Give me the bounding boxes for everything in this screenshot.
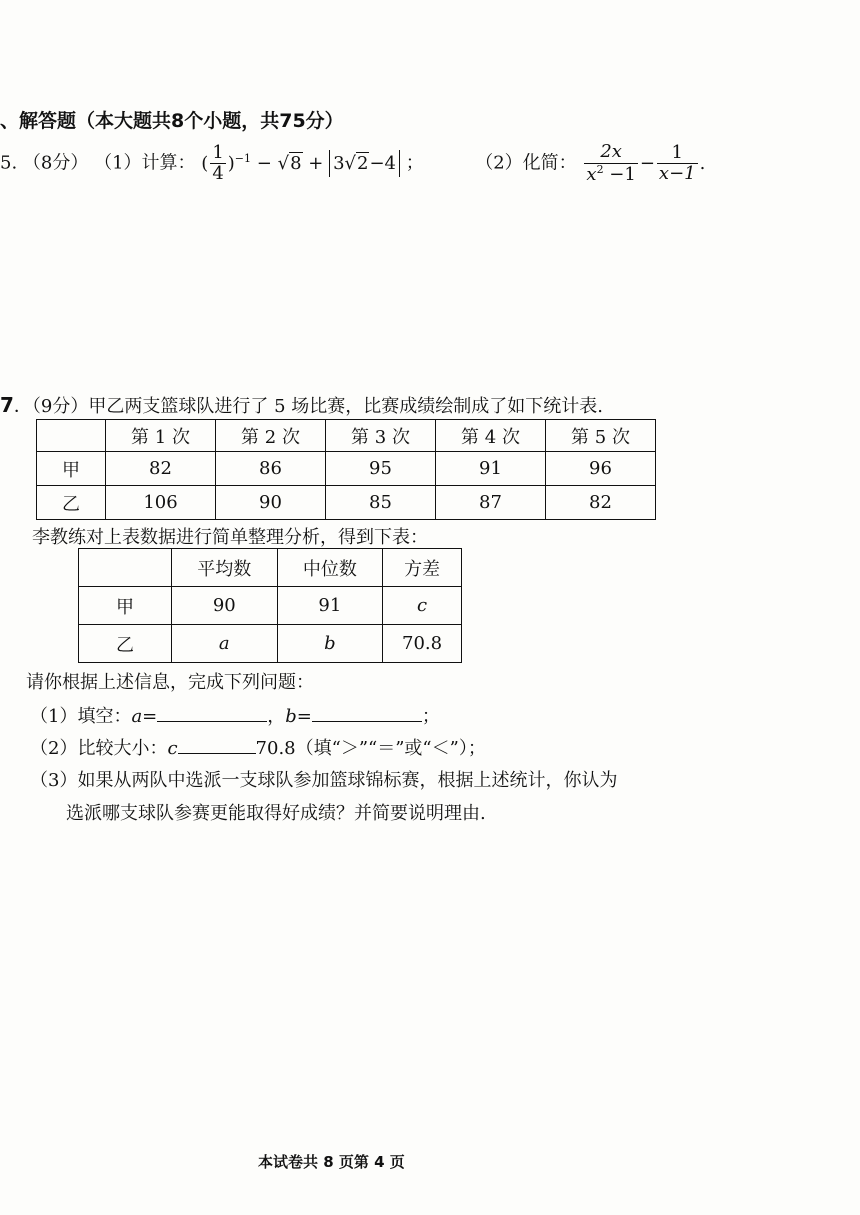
question-number: 5 — [0, 152, 12, 174]
answer-blank-a[interactable] — [157, 705, 267, 722]
part1-label: （1）计算： — [94, 152, 196, 174]
answer-blank-compare[interactable] — [178, 737, 256, 754]
analysis-table — [78, 548, 462, 663]
expression-1: ( $\frac{1}{4}$ )$^{-1}$ − √8 + 3√2−4 — [201, 153, 405, 174]
fraction-one-quarter: $\frac{1}{4}$ — [212, 141, 224, 185]
sub-question-2: （2）比较大小：c 70.8（填“＞”“＝”或“＜”）； — [30, 738, 486, 759]
part2-label: （2）化简： — [475, 152, 577, 174]
table-row: 甲 90 91 c — [79, 587, 462, 625]
page-footer: 本试卷共 8 页第 4 页 — [258, 1153, 405, 1171]
table-row: 乙 106 90 85 87 82 — [37, 486, 656, 520]
table-row: 甲 82 86 95 91 96 — [37, 452, 656, 486]
fraction-2x: $\frac{2x}{x^2 -1}$ — [586, 141, 636, 185]
question-16: 5. （8分） （1）计算： ( $\frac{1}{4}$ )$^{-1}$ − √8 + 3√2−4 ； （2）化简： $\frac{2x}{x^2 -1}$ − $\frac{1}{x-1}$ . — [0, 141, 706, 185]
absolute-value: 3√2−4 — [329, 150, 400, 177]
section-title — [0, 106, 344, 133]
sqrt-sign: √ — [277, 152, 290, 174]
sub-question-3-line-2: 选派哪支球队参赛更能取得好成绩？并简要说明理由. — [66, 803, 486, 824]
answer-blank-b[interactable] — [312, 705, 422, 722]
question-17-prompt: 7．（9分）甲乙两支篮球队进行了 5 场比赛，比赛成绩绘制成了如下统计表. — [0, 393, 603, 417]
table-row: 平均数 中位数 方差 — [79, 549, 462, 587]
sqrt-radicand: 8 — [290, 152, 302, 174]
instruction: 请你根据上述信息，完成下列问题： — [26, 672, 314, 693]
fraction-1-over-x-1: $\frac{1}{x-1}$ — [658, 141, 696, 185]
question-points: （8分） — [22, 152, 89, 174]
scores-table — [36, 419, 656, 520]
sub-question-1: （1）填空：a= ，b= ； — [30, 706, 440, 727]
question-17-number: 7 — [0, 393, 14, 417]
section-title-text: 、解答题（本大题共8个小题，共75分） — [0, 110, 344, 132]
sub-question-3-line-1: （3）如果从两队中选派一支球队参加篮球锦标赛，根据上述统计，你认为 — [30, 770, 618, 791]
expression-2: $\frac{2x}{x^2 -1}$ − $\frac{1}{x-1}$ . — [586, 141, 706, 185]
table-row: 乙 a b 70.8 — [79, 625, 462, 663]
table-row: 第 1 次 第 2 次 第 3 次 第 4 次 第 5 次 — [37, 420, 656, 452]
analysis-intro: 李教练对上表数据进行简单整理分析，得到下表： — [32, 527, 428, 548]
